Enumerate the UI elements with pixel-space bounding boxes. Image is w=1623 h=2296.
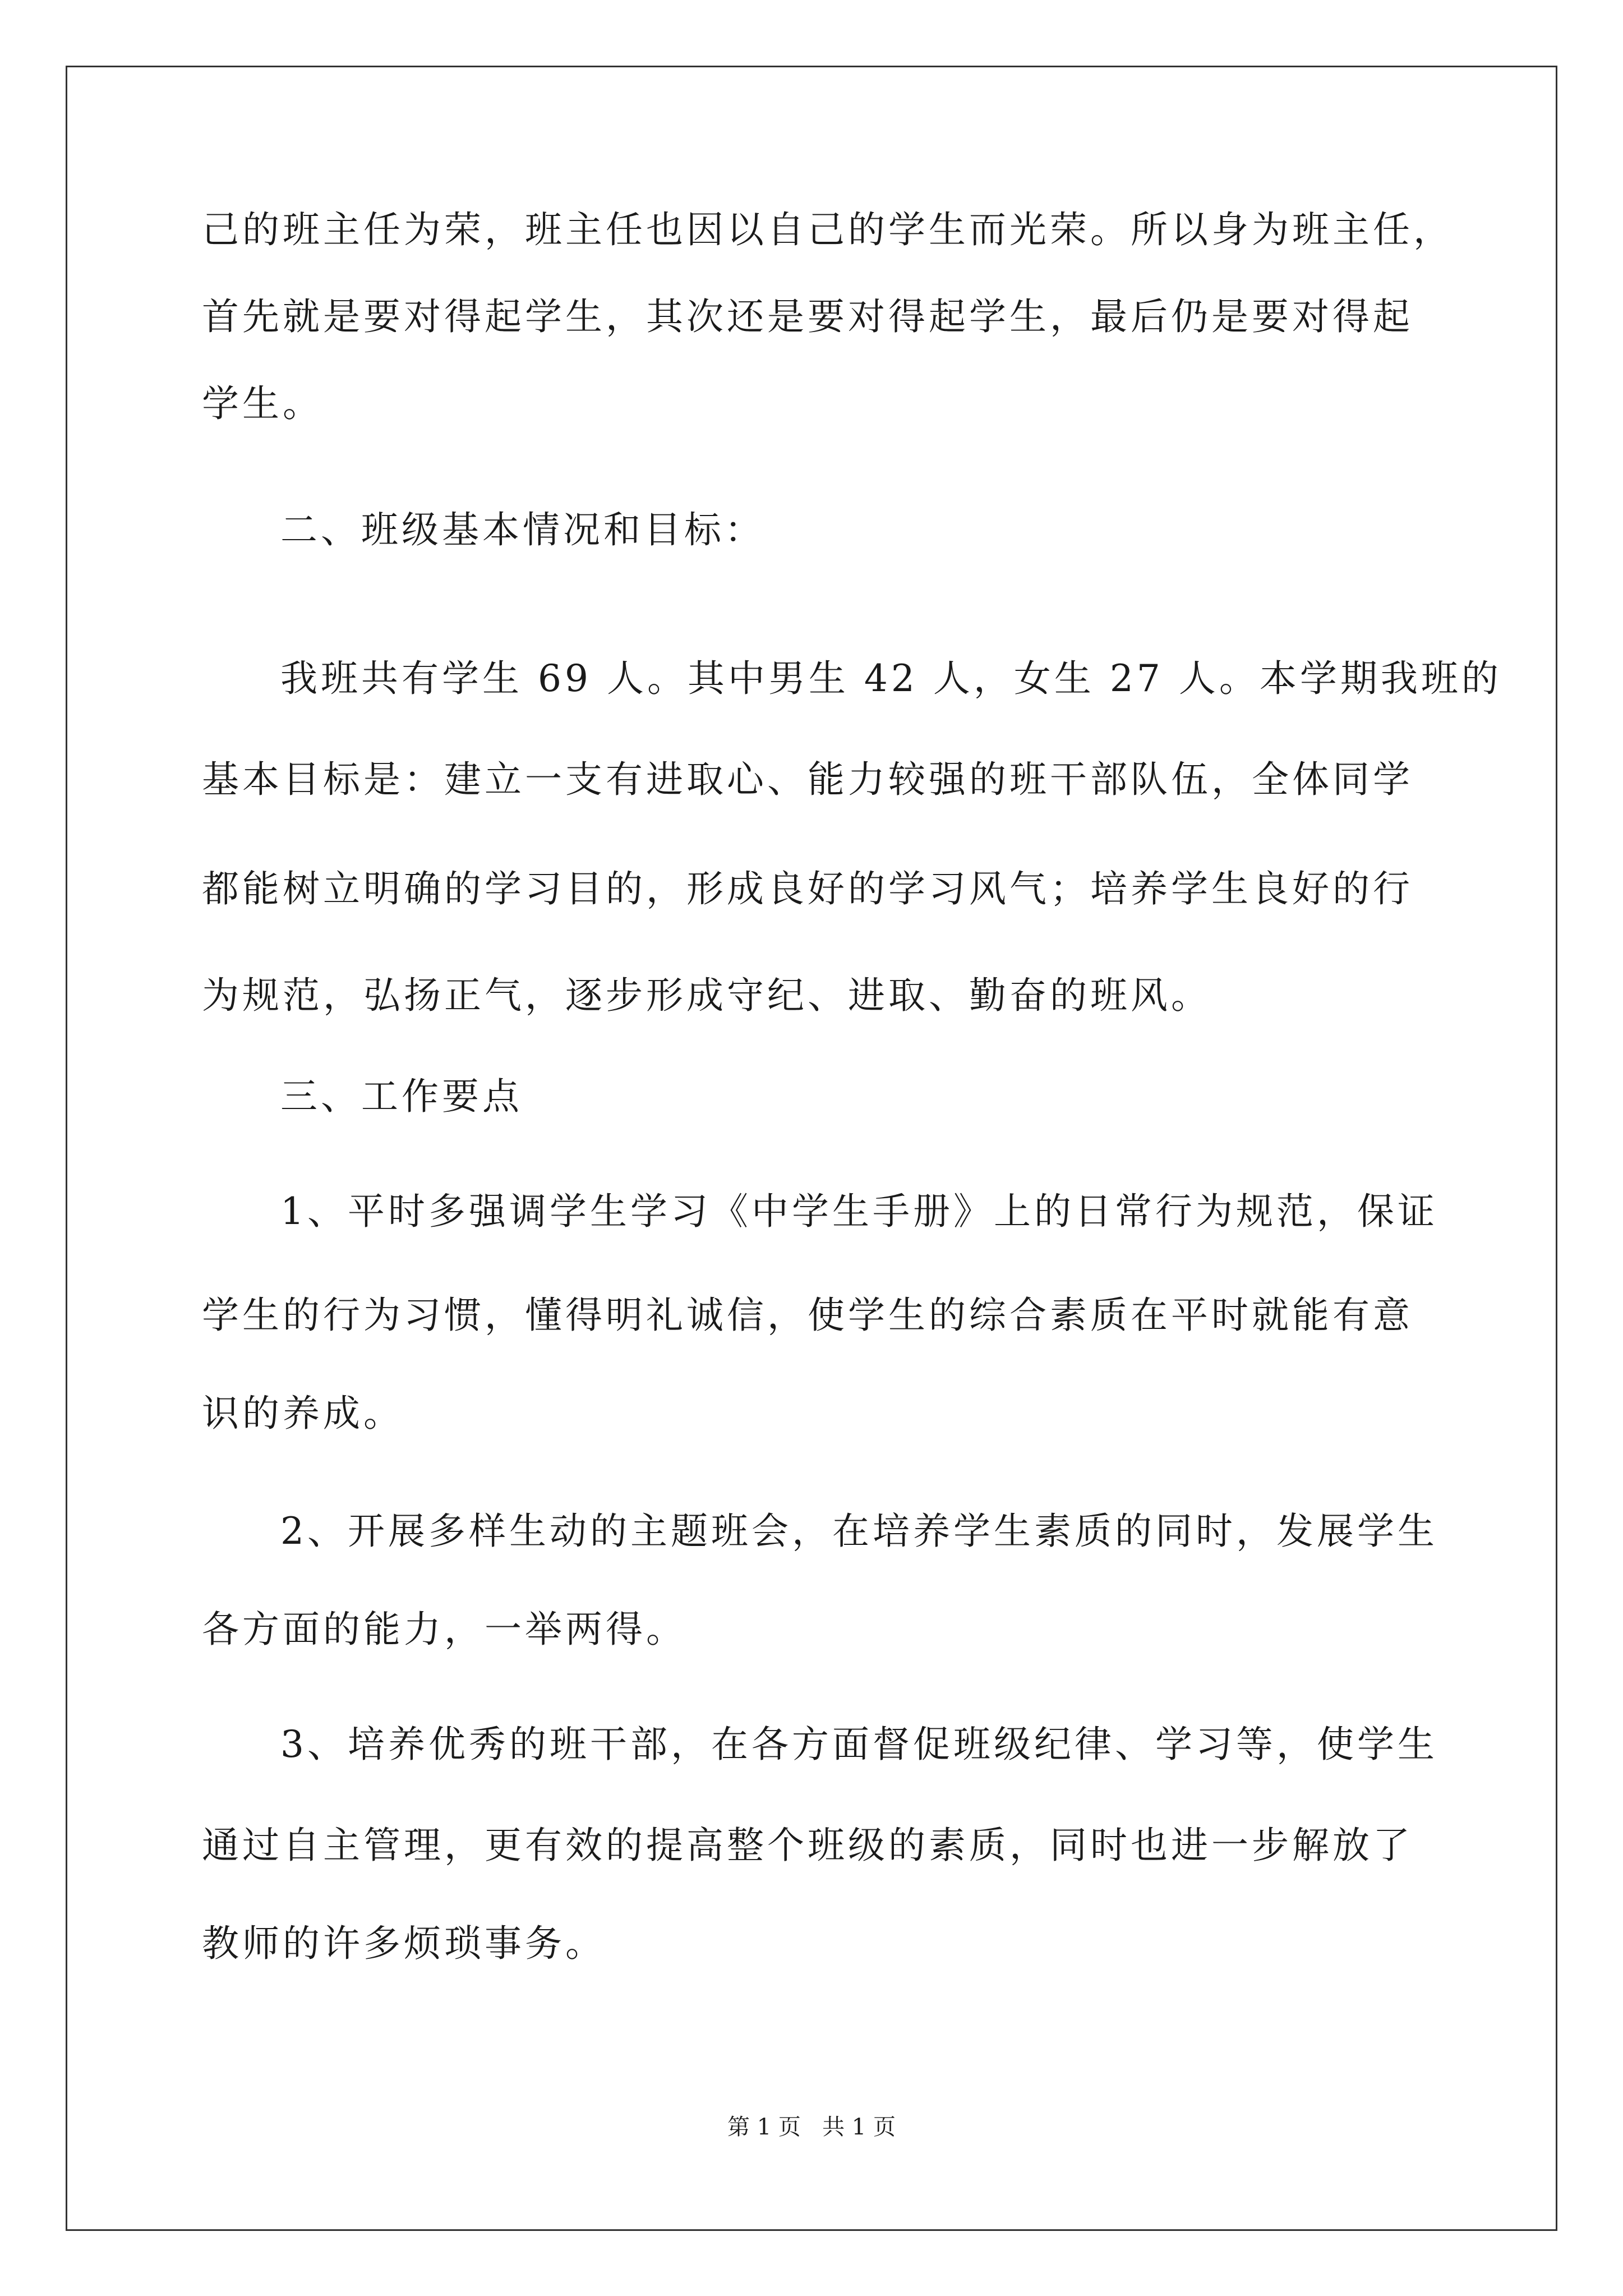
paragraph-line: 学生的行为习惯，懂得明礼诚信，使学生的综合素质在平时就能有意 <box>202 1294 1413 1337</box>
paragraph-line: 基本目标是：建立一支有进取心、能力较强的班干部队伍，全体同学 <box>202 758 1413 801</box>
paragraph-line: 各方面的能力，一举两得。 <box>202 1608 686 1651</box>
paragraph-line: 2、开展多样生动的主题班会，在培养学生素质的同时，发展学生 <box>280 1510 1438 1553</box>
section-heading: 二、班级基本情况和目标： <box>280 508 765 551</box>
paragraph-line: 我班共有学生 69 人。其中男生 42 人，女生 27 人。本学期我班的 <box>280 657 1502 700</box>
paragraph-line: 己的班主任为荣，班主任也因以自己的学生而光荣。所以身为班主任， <box>202 208 1454 251</box>
paragraph-line: 3、培养优秀的班干部，在各方面督促班级纪律、学习等，使学生 <box>280 1723 1438 1766</box>
page-footer: 第 1 页 共 1 页 <box>727 2114 896 2140</box>
paragraph-line: 教师的许多烦琐事务。 <box>202 1922 606 1965</box>
paragraph-line: 识的养成。 <box>202 1392 404 1435</box>
paragraph-line: 1、平时多强调学生学习《中学生手册》上的日常行为规范，保证 <box>280 1190 1438 1233</box>
paragraph-line: 都能树立明确的学习目的，形成良好的学习风气；培养学生良好的行 <box>202 867 1413 910</box>
paragraph-line: 学生。 <box>202 382 323 425</box>
section-heading: 三、工作要点 <box>280 1075 523 1118</box>
paragraph-line: 通过自主管理，更有效的提高整个班级的素质，同时也进一步解放了 <box>202 1824 1413 1867</box>
paragraph-line: 首先就是要对得起学生，其次还是要对得起学生，最后仍是要对得起 <box>202 295 1413 338</box>
paragraph-line: 为规范，弘扬正气，逐步形成守纪、进取、勤奋的班风。 <box>202 974 1211 1017</box>
